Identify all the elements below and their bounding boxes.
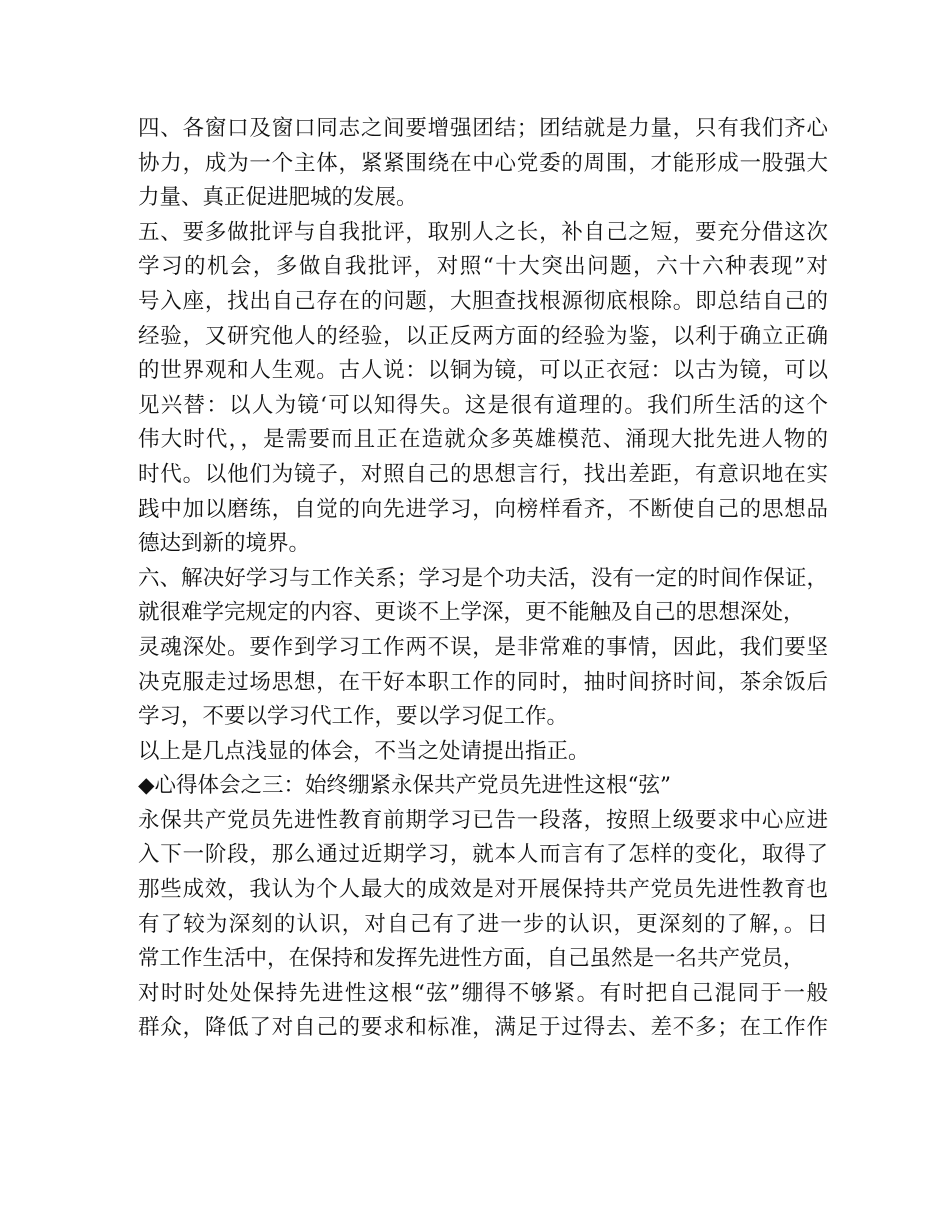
text-line: 以上是几点浅显的体会，不当之处请提出指正。	[138, 738, 590, 764]
text-line: 号入座，找出自己存在的问题，大胆查找根源彻底根除。即总结自己的	[138, 288, 828, 314]
text-line: 群众，降低了对自己的要求和标准，满足于过得去、差不多；在工作作	[138, 1015, 828, 1041]
text-line: 入下一阶段，那么通过近期学习，就本人而言有了怎样的变化，取得了	[138, 842, 828, 868]
text-line: 五、要多做批评与自我批评，取别人之长，补自己之短，要充分借这次	[138, 219, 828, 245]
text-line: 那些成效，我认为个人最大的成效是对开展保持共产党员先进性教育也	[138, 877, 828, 903]
text-line: 永保共产党员先进性教育前期学习已告一段落，按照上级要求中心应进	[138, 807, 828, 833]
text-line: 时代。以他们为镜子，对照自己的思想言行，找出差距，有意识地在实	[138, 461, 828, 487]
text-line: 学习，不要以学习代工作，要以学习促工作。	[138, 704, 569, 730]
text-line: 对时时处处保持先进性这根“弦”绷得不够紧。有时把自己混同于一般	[138, 980, 828, 1006]
text-line: 力量、真正促进肥城的发展。	[138, 185, 418, 211]
text-line: 践中加以磨练，自觉的向先进学习，向榜样看齐，不断使自己的思想品	[138, 496, 828, 522]
text-line: 灵魂深处。要作到学习工作两不误，是非常难的事情，因此，我们要坚	[138, 634, 828, 660]
text-line: 就很难学完规定的内容、更谈不上学深，更不能触及自己的思想深处，	[138, 600, 805, 626]
text-line: 协力，成为一个主体，紧紧围绕在中心党委的周围，才能形成一股强大	[138, 150, 828, 176]
text-line: 经验，又研究他人的经验，以正反两方面的经验为鉴，以利于确立正确	[138, 323, 828, 349]
text-line: 决克服走过场思想，在干好本职工作的同时，抽时间挤时间，茶余饭后	[138, 669, 828, 695]
text-line: 伟大时代，，是需要而且正在造就众多英雄模范、涌现大批先进人物的	[138, 427, 828, 453]
text-line: 有了较为深刻的认识，对自己有了进一步的认识，更深刻的了解，。日	[138, 911, 828, 937]
text-line: 学习的机会，多做自我批评，对照“十大突出问题，六十六种表现”对	[138, 254, 828, 280]
document-body	[138, 112, 828, 1046]
text-line: 的世界观和人生观。古人说：以铜为镜，可以正衣冠：以古为镜，可以	[138, 358, 828, 384]
text-line: 四、各窗口及窗口同志之间要增强团结；团结就是力量，只有我们齐心	[138, 116, 828, 141]
text-line: 见兴替：以人为镜‘可以知得失。这是很有道理的。我们所生活的这个	[138, 392, 828, 418]
text-line: 常工作生活中，在保持和发挥先进性方面，自己虽然是一名共产党员，	[138, 946, 805, 972]
text-line: 德达到新的境界。	[138, 531, 311, 557]
text-line: 六、解决好学习与工作关系；学习是个功夫活，没有一定的时间作保证，	[138, 565, 828, 591]
section-heading: ◆心得体会之三：始终绷紧永保共产党员先进性这根“弦”	[138, 773, 672, 799]
